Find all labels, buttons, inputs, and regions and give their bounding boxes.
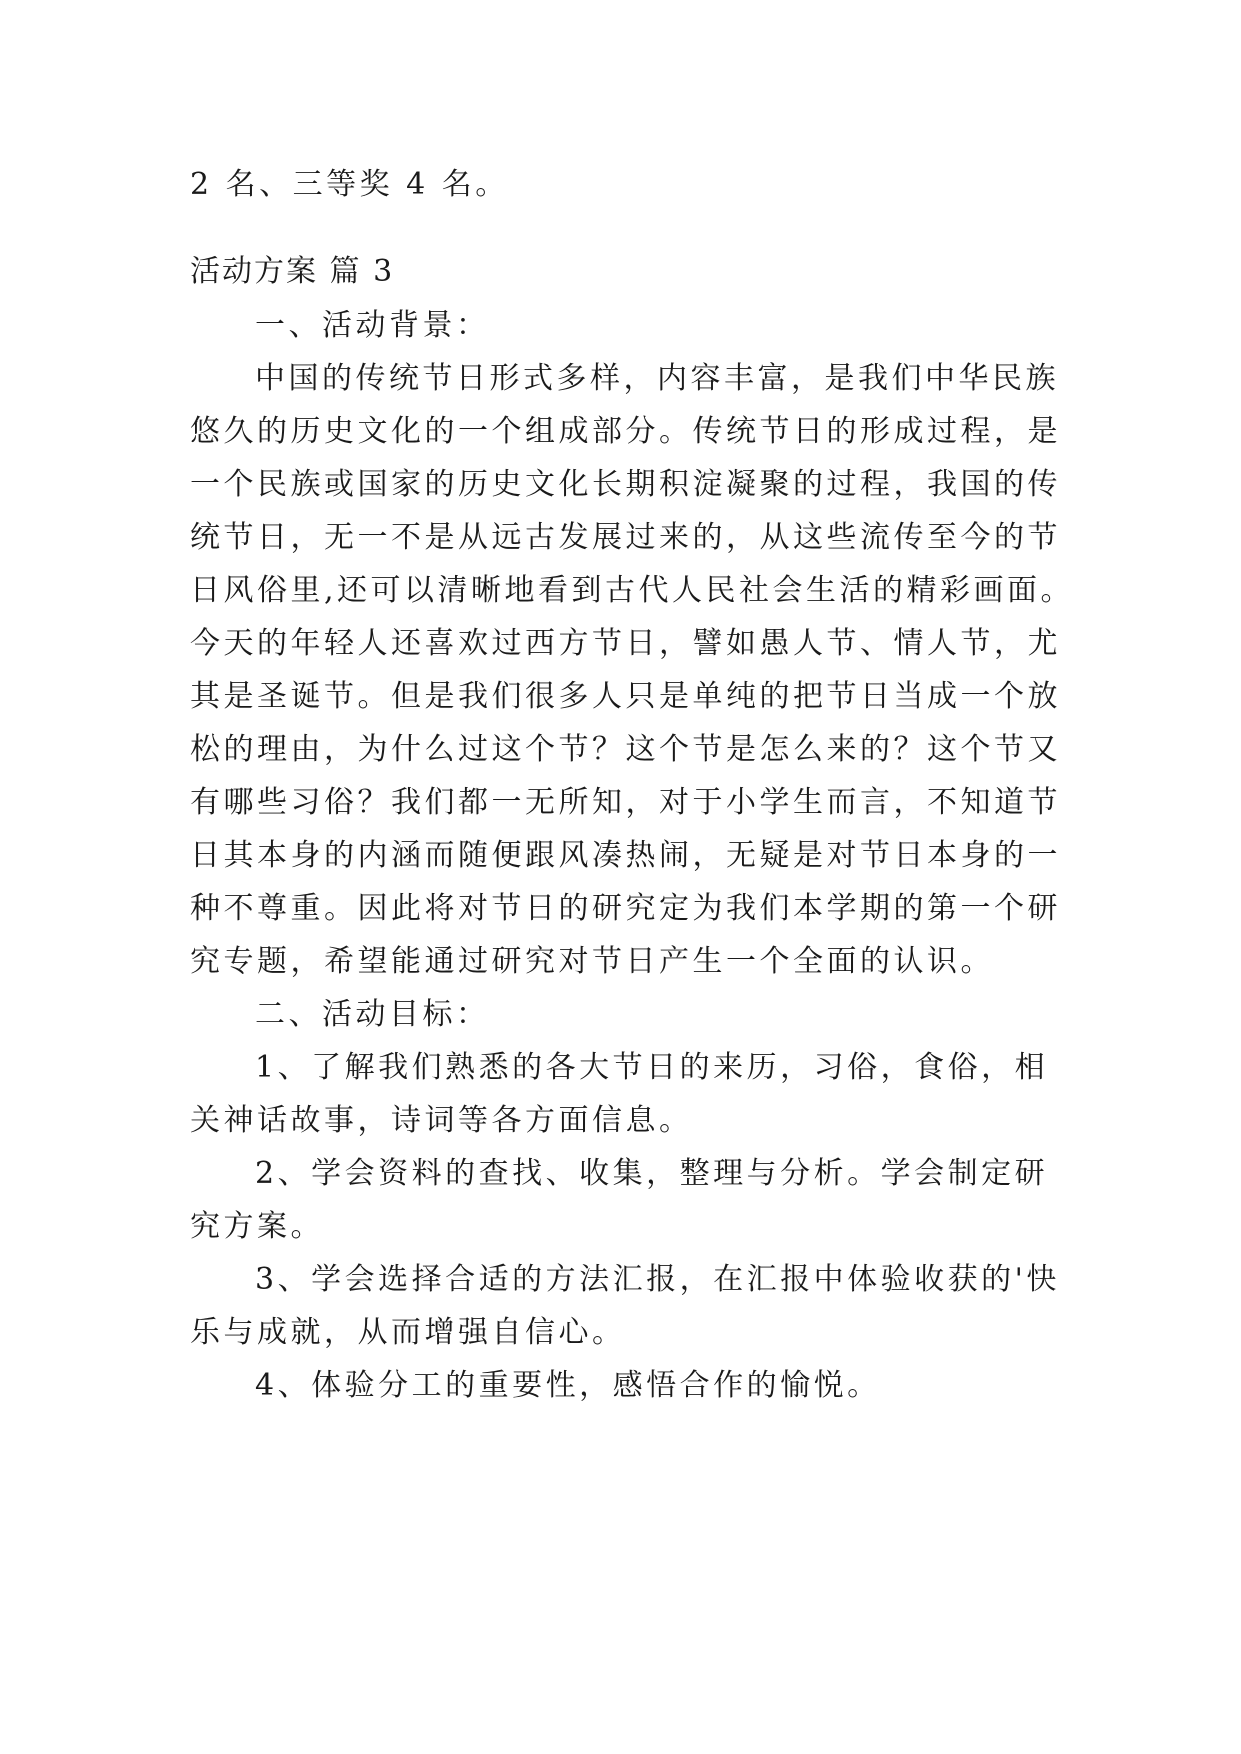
paragraph-line: 有哪些习俗？我们都一无所知，对于小学生而言，不知道节 — [190, 785, 1061, 820]
paragraph-line: 日其本身的内涵而随便跟风凑热闹，无疑是对节日本身的一 — [190, 838, 1061, 873]
paragraph-line: 种不尊重。因此将对节日的研究定为我们本学期的第一个研 — [190, 891, 1061, 926]
paragraph-line: 今天的年轻人还喜欢过西方节日，譬如愚人节、情人节，尤 — [190, 626, 1061, 661]
paragraph-line: 其是圣诞节。但是我们很多人只是单纯的把节日当成一个放 — [190, 679, 1061, 714]
section-title: 活动方案 篇 3 — [190, 254, 395, 289]
goal-item-line: 2、学会资料的查找、收集，整理与分析。学会制定研 — [255, 1156, 1049, 1191]
section-heading-background: 一、活动背景： — [255, 308, 490, 343]
text-line: 2 名、三等奖 4 名。 — [190, 167, 509, 202]
section-heading-goals: 二、活动目标： — [255, 997, 490, 1032]
goal-item-line: 3、学会选择合适的方法汇报，在汇报中体验收获的'快 — [255, 1262, 1060, 1297]
paragraph-line: 中国的传统节日形式多样，内容丰富，是我们中华民族 — [255, 361, 1059, 396]
goal-item-line: 1、了解我们熟悉的各大节日的来历，习俗，食俗，相 — [255, 1050, 1049, 1085]
paragraph-line: 一个民族或国家的历史文化长期积淀凝聚的过程，我国的传 — [190, 467, 1061, 502]
paragraph-line: 日风俗里,还可以清晰地看到古代人民社会生活的精彩画面。 — [190, 573, 1075, 608]
goal-item-line: 乐与成就，从而增强自信心。 — [190, 1315, 626, 1350]
goal-item-line: 关神话故事，诗词等各方面信息。 — [190, 1103, 693, 1138]
paragraph-line: 统节日，无一不是从远古发展过来的，从这些流传至今的节 — [190, 520, 1061, 555]
goal-item-line: 4、体验分工的重要性，感悟合作的愉悦。 — [255, 1368, 881, 1403]
paragraph-line: 松的理由，为什么过这个节？这个节是怎么来的？这个节又 — [190, 732, 1061, 767]
paragraph-line: 究专题，希望能通过研究对节日产生一个全面的认识。 — [190, 944, 994, 979]
paragraph-line: 悠久的历史文化的一个组成部分。传统节日的形成过程，是 — [190, 414, 1061, 449]
goal-item-line: 究方案。 — [190, 1209, 324, 1244]
